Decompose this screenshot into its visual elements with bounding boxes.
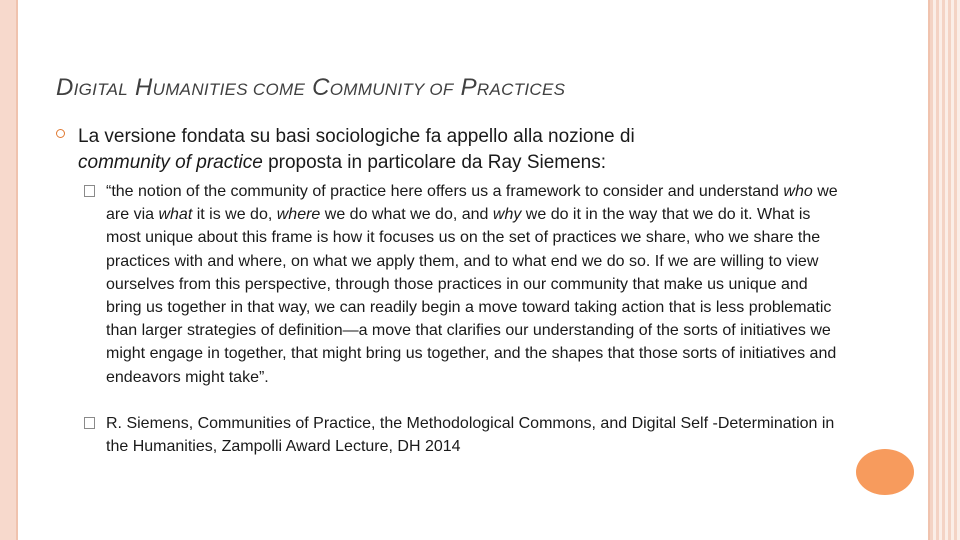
quote-italic-who: who <box>783 183 813 200</box>
title-rest-d: IGITAL <box>73 80 129 99</box>
right-stripes <box>930 0 960 540</box>
title-cap-h: H <box>135 74 153 101</box>
bullet-main <box>56 124 816 176</box>
title-rest-p: RACTICES <box>476 80 566 99</box>
bullet-text-italic: community of practice <box>78 152 263 173</box>
orange-circle-decoration <box>856 449 914 495</box>
title-rest-c: OMMUNITY OF <box>329 80 454 99</box>
quote-italic-why: why <box>492 206 522 224</box>
sub-bullet-quote <box>84 180 844 389</box>
quote-part-2: we are via <box>106 183 838 224</box>
title-cap-p: P <box>460 74 477 101</box>
square-bullet-icon <box>84 185 95 197</box>
citation-text: R. Siemens, Communities of Practice, the Methodological Commons, and Digital Self -Determination in the Humanities, Zampolli Award Lecture, DH 2014 <box>106 415 835 456</box>
bullet-text-a: La versione fondata su basi sociologiche fa appello alla nozione di <box>78 126 635 147</box>
sub-bullet-citation <box>84 412 844 458</box>
bullet-text-b: proposta in particolare da Ray Siemens: <box>262 152 607 173</box>
quote-italic-where: where <box>276 206 321 224</box>
quote-part-5: we do it in the way that we do it. What is most unique about this frame is how it focuses us on the set of practices we share, who we share the practices with and where, on what we apply them, and to what end we do so. If we are willing to view ourselves from this perspective, through those practices in our community that make us unique and bring us together in that way, we can readily begin a move toward taking action that is less problematic than larger strategies of definition—a move that clarifies our understanding of the sorts of initiatives we might engage in together, that might bring us together, and the shapes that those sorts of initiatives and endeavors might take”. <box>106 206 837 386</box>
title-rest-h: UMANITIES COME <box>152 80 306 99</box>
title-cap-d: D <box>56 74 74 101</box>
quote-part-4: we do what we do, and <box>320 206 493 224</box>
left-border-line <box>16 0 18 540</box>
title-cap-c: C <box>312 74 330 101</box>
bullet-main-text <box>78 124 816 176</box>
quote-part-3: it is we do, <box>192 206 277 224</box>
slide-title <box>56 74 565 102</box>
quote-italic-what: what <box>158 206 193 224</box>
right-stripes-edge <box>928 0 930 540</box>
quote-text <box>106 180 844 389</box>
hollow-circle-icon <box>56 129 65 138</box>
quote-part-1: “the notion of the community of practice here offers us a framework to consider and understand <box>106 183 784 200</box>
square-bullet-icon <box>84 417 95 429</box>
